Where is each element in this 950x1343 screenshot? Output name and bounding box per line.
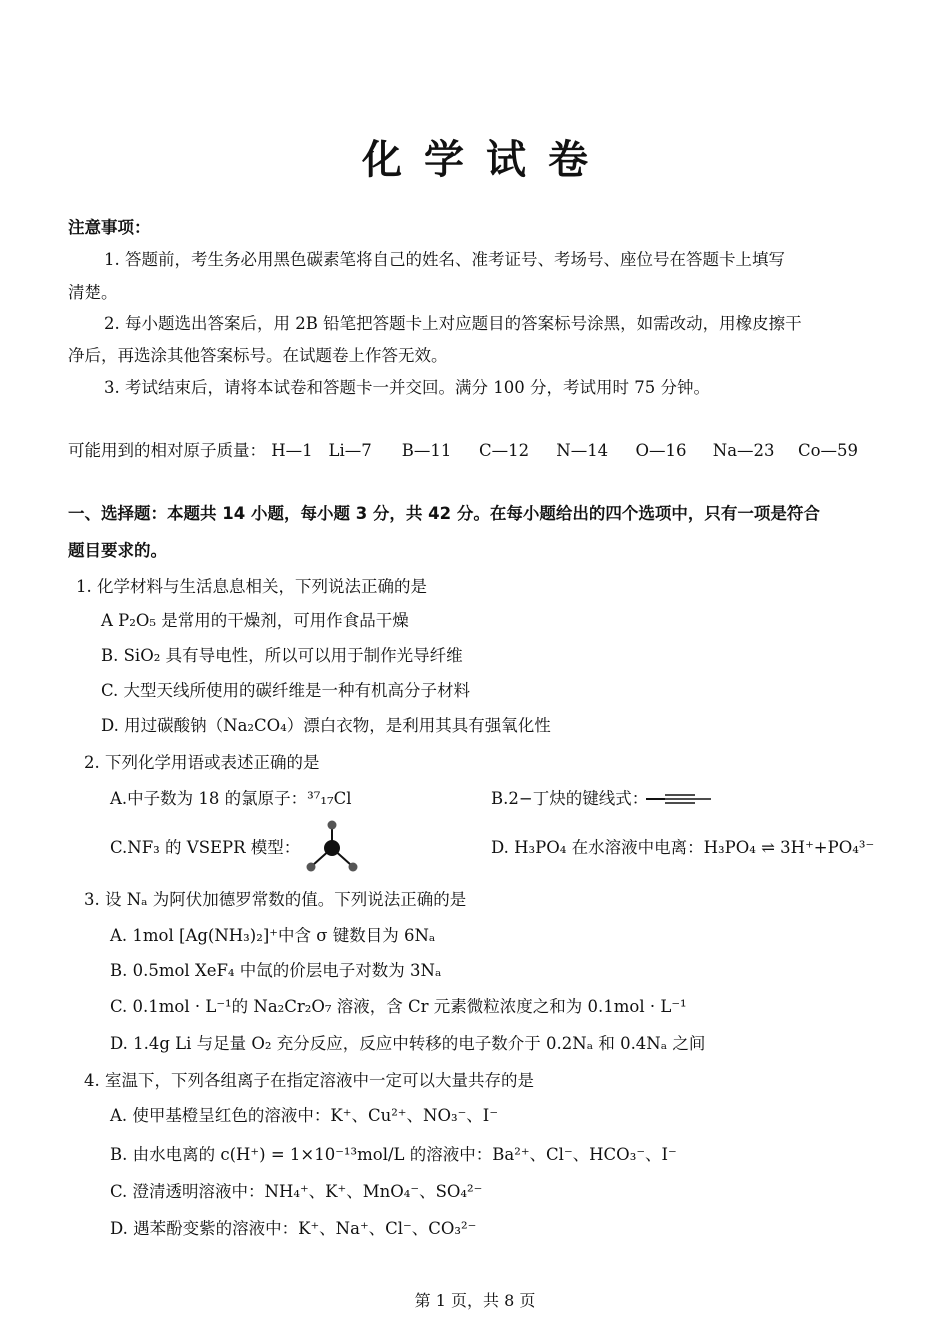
notice-heading: 注意事项： [68,218,151,237]
atomic-mass-n: N—14 [556,441,609,460]
notice-item-1-line-2: 清楚。 [68,283,118,302]
notice-item-2-line-1: 2. 每小题选出答案后，用 2B 铅笔把答题卡上对应题目的答案标号涂黑，如需改动，用橡皮擦干 [104,314,802,333]
atomic-mass-li: Li—7 [328,441,372,460]
q4-option-b: B. 由水电离的 c(H⁺) = 1×10⁻¹³mol/L 的溶液中：Ba²⁺、Cl⁻、HCO₃⁻、I⁻ [110,1145,677,1164]
butyne-skeletal-formula [643,793,713,805]
atomic-masses-row [68,440,858,462]
q4-option-a: A. 使甲基橙呈红色的溶液中：K⁺、Cu²⁺、NO₃⁻、I⁻ [110,1106,499,1125]
q1-option-a: A P₂O₅ 是常用的干燥剂，可用作食品干燥 [101,611,409,630]
notice-item-1-line-1: 1. 答题前，考生务必用黑色碳素笔将自己的姓名、准考证号、考场号、座位号在答题卡上填写 [104,250,785,269]
section-1-heading-line-1: 一、选择题：本题共 14 小题，每小题 3 分，共 42 分。在每小题给出的四个选项中，只有一项是符合 [68,504,820,523]
q1-stem: 1. 化学材料与生活息息相关，下列说法正确的是 [76,577,427,596]
q2-option-c: C.NF₃ 的 VSEPR 模型： [110,838,301,857]
atomic-mass-c: C—12 [479,441,530,460]
atomic-mass-h: H—1 [271,441,313,460]
section-1-heading-line-2: 题目要求的。 [68,541,167,560]
q3-option-c: C. 0.1mol · L⁻¹的 Na₂Cr₂O₇ 溶液，含 Cr 元素微粒浓度之和为 0.1mol · L⁻¹ [110,997,687,1016]
atomic-masses-label: 可能用到的相对原子质量： [68,441,266,460]
page-title: 化学试卷 [362,136,610,183]
q1-option-b: B. SiO₂ 具有导电性，所以可以用于制作光导纤维 [101,646,463,665]
notice-item-3: 3. 考试结束后，请将本试卷和答题卡一并交回。满分 100 分，考试用时 75 分钟。 [104,378,710,397]
q2-option-b: B.2−丁炔的键线式： [491,789,649,808]
q2-option-a: A.中子数为 18 的氯原子：³⁷₁₇Cl [110,789,352,808]
q3-option-a: A. 1mol [Ag(NH₃)₂]⁺中含 σ 键数目为 6Nₐ [110,926,436,945]
q1-option-d: D. 用过碳酸钠（Na₂CO₄）漂白衣物，是利用其具有强氧化性 [101,716,551,735]
q1-option-c: C. 大型天线所使用的碳纤维是一种有机高分子材料 [101,681,471,700]
q3-option-b: B. 0.5mol XeF₄ 中氙的价层电子对数为 3Nₐ [110,961,442,980]
atomic-mass-o: O—16 [635,441,687,460]
nf3-vsepr-model [300,818,364,874]
atomic-mass-co: Co—59 [798,441,859,460]
q3-stem: 3. 设 Nₐ 为阿伏加德罗常数的值。下列说法正确的是 [84,890,467,909]
page-footer: 第 1 页，共 8 页 [414,1291,536,1310]
q2-stem: 2. 下列化学用语或表述正确的是 [84,753,320,772]
q2-option-d: D. H₃PO₄ 在水溶液中电离：H₃PO₄ ⇌ 3H⁺+PO₄³⁻ [491,838,875,857]
q3-option-d: D. 1.4g Li 与足量 O₂ 充分反应，反应中转移的电子数介于 0.2Nₐ 和 0.4Nₐ 之间 [110,1034,706,1053]
q4-stem: 4. 室温下，下列各组离子在指定溶液中一定可以大量共存的是 [84,1071,534,1090]
atomic-mass-na: Na—23 [712,441,775,460]
atomic-mass-b: B—11 [401,441,452,460]
q4-option-c: C. 澄清透明溶液中：NH₄⁺、K⁺、MnO₄⁻、SO₄²⁻ [110,1182,483,1201]
notice-item-2-line-2: 净后，再选涂其他答案标号。在试题卷上作答无效。 [68,346,448,365]
q4-option-d: D. 遇苯酚变紫的溶液中：K⁺、Na⁺、Cl⁻、CO₃²⁻ [110,1219,477,1238]
